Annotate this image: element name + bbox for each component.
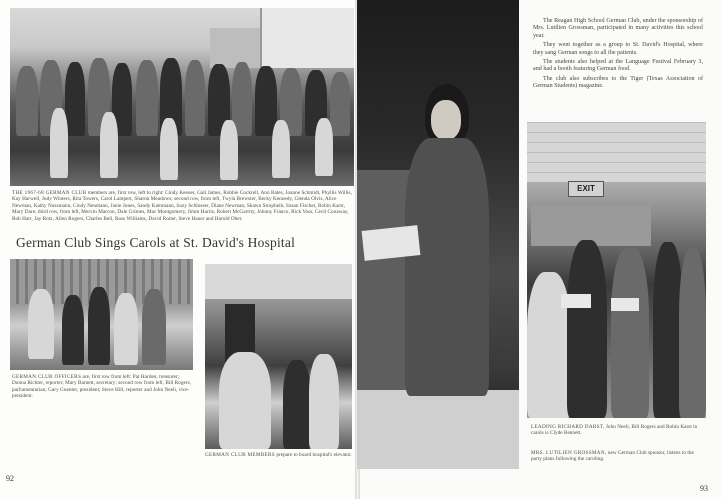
student-figure <box>160 118 178 180</box>
student-figure <box>65 62 85 136</box>
papers <box>362 225 421 261</box>
article-paragraph: The Reagan High School German Club, under the sponsorship of Mrs. Lutilien Grossman, participated in many activities this school year. <box>533 18 703 39</box>
caroler-figure <box>679 248 706 418</box>
coat <box>405 138 489 396</box>
caroler-figure <box>611 248 649 418</box>
student-figure <box>100 112 118 178</box>
caption-text: new German Club sponsor, listens to the party plans following the caroling. <box>531 450 694 463</box>
building-wall <box>260 8 354 68</box>
exit-sign: EXIT <box>568 181 604 197</box>
member-figure <box>219 352 271 449</box>
left-page-number: 92 <box>6 474 14 483</box>
student-figure <box>136 60 158 136</box>
sponsor-photo <box>357 0 519 469</box>
caroling-photo-caption <box>531 424 705 442</box>
caption-text: prepare to board hospital's elevator. <box>274 452 352 458</box>
caption-lead: GERMAN CLUB OFFICERS <box>12 374 82 380</box>
building-wall <box>210 28 260 68</box>
member-figure <box>309 354 339 449</box>
member-figure <box>283 360 311 449</box>
caption-lead: THE 1967-68 GERMAN CLUB <box>12 190 87 196</box>
student-figure <box>330 72 350 136</box>
caption-text: John Neeli, Bill Rogers and Robin Karst in carols is Clyde Bennett. <box>531 424 698 437</box>
officer-figure <box>114 293 138 365</box>
article-paragraph: They went together as a group to St. David's Hospital, where they sang German songs to all the patients. <box>533 42 703 56</box>
officers-photo-caption <box>12 374 192 404</box>
caption-text: are, first row from left: Pat Harden, treasurer; Donna Richter, reporter; Mary Barnett, secretary; second row from left, Bill Rogers, parliamentarian; Gary Guenter, president; Steve Hill, reporter and John Neeli, vice-president. <box>12 374 192 400</box>
officer-figure <box>28 289 54 359</box>
caroler-figure <box>567 240 607 418</box>
group-photo-caption <box>12 190 352 230</box>
pavement <box>357 390 519 469</box>
officer-figure <box>142 289 166 365</box>
ceiling-tiles <box>527 122 706 182</box>
face <box>431 100 461 140</box>
caption-lead: GERMAN CLUB MEMBERS <box>205 452 275 458</box>
members-photo <box>205 264 352 449</box>
song-sheet <box>611 298 639 311</box>
student-figure <box>185 60 205 136</box>
article-paragraph: The club also subscribes to the Tiger (Texas Association of German Students) magazine. <box>533 75 703 90</box>
student-figure <box>315 118 333 176</box>
sponsor-photo-caption <box>531 450 705 468</box>
article-paragraph: The students also helped at the Language Festival February 3, and had a booth featuring German food. <box>533 59 703 73</box>
student-figure <box>16 66 38 136</box>
student-figure <box>50 108 68 178</box>
student-figure <box>220 120 238 180</box>
caption-lead: MRS. LUTILIEN GROSSMAN, <box>531 450 607 456</box>
officer-figure <box>88 287 110 365</box>
page-headline: German Club Sings Carols at St. David's Hospital <box>16 235 296 250</box>
group-photo <box>10 8 354 186</box>
caroling-photo <box>527 122 706 418</box>
members-photo-caption <box>205 452 352 468</box>
article-text <box>533 18 703 93</box>
right-page-number: 93 <box>700 484 708 493</box>
caption-lead: LEADING RICHARD DABST, <box>531 424 605 430</box>
officers-photo <box>10 259 193 370</box>
student-figure <box>272 120 290 178</box>
officer-figure <box>62 295 84 365</box>
song-sheet <box>561 294 591 308</box>
caption-text: members are, first row, left to right: Cindy Keener, Gail James, Robbie Cockrell, Ann Bates, Joanne Schmidt, Phyllis Willis, Kay Harwell, Judy Winters, Rita Towers, Carol Lampert, Sharon Meadows; second row, from left, Twyla Brewster, Becky Kennedy, Glenda Olvis, Alice Newman, Kathy Nussmann, Cindy Neumann, Janie Jones, Sandy Kammann, Suzy Schlosser, Diane Newman, Shawn Stropheib, Susan Fischer, Robin Karst, Mary Dare; third row, from left, Mervin Marcon, Dale Grimes, Mac Montgomery, Jimm Harris, Robert McGarrity, Johnny Franco, Rick Voss, Cecil Conaway, Bob Hart, Jay Rotz, Allen Rogers, Charles Bell, Ross Williams, David Roiter, Steve Hauer and Harold Ober. <box>12 190 352 222</box>
ceiling <box>205 264 352 299</box>
